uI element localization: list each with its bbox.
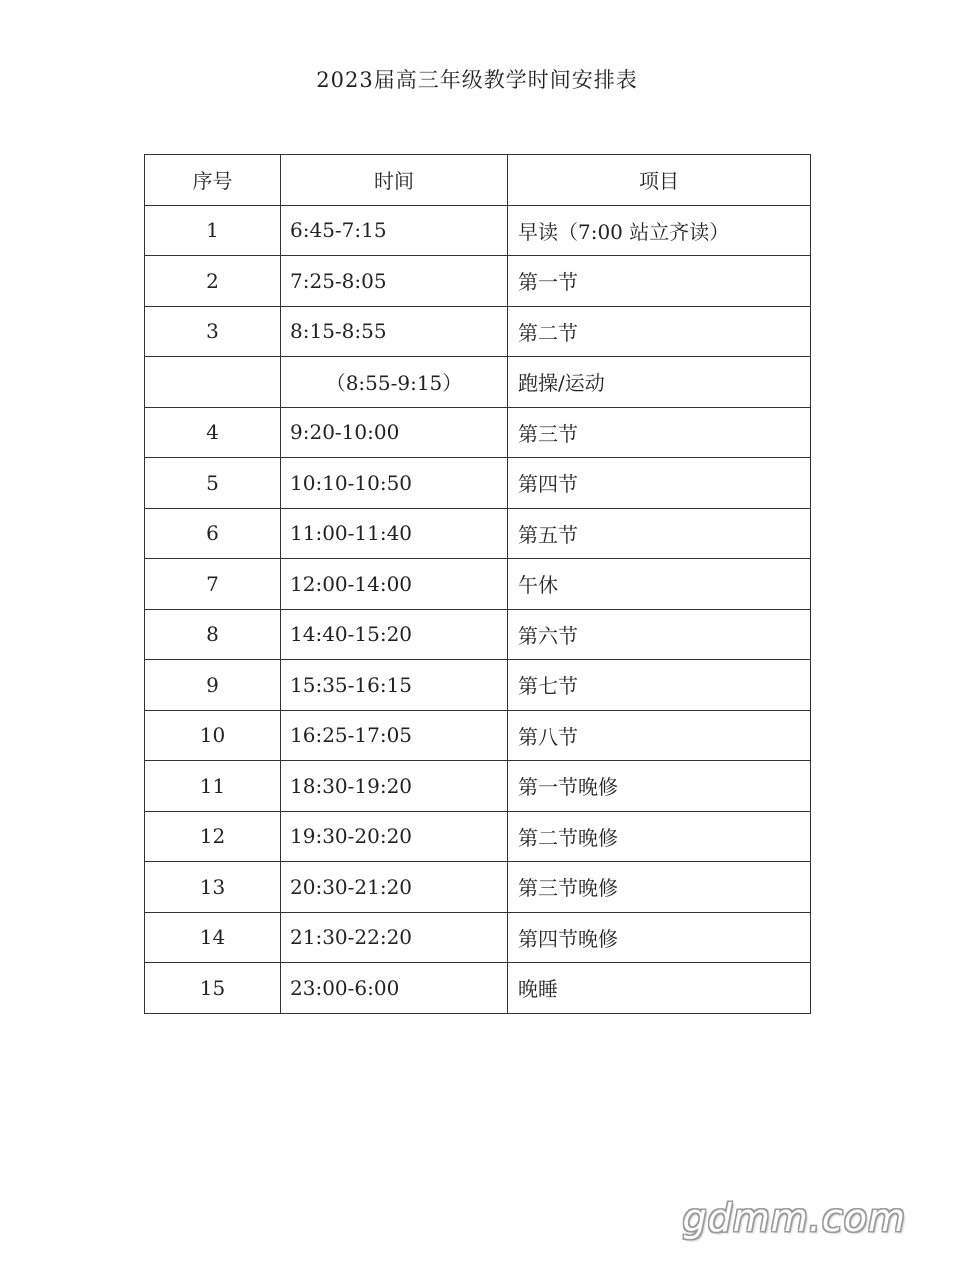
table-row	[145, 761, 811, 812]
row-item: 跑操/运动	[508, 357, 811, 408]
row-time: 16:25-17:05	[281, 710, 508, 761]
row-number	[145, 357, 281, 408]
row-item: 晚睡	[508, 963, 811, 1014]
row-number: 8	[145, 609, 281, 660]
row-time: 18:30-19:20	[281, 761, 508, 812]
table-row	[145, 811, 811, 862]
table-row	[145, 357, 811, 408]
row-time: 11:00-11:40	[281, 508, 508, 559]
table-row	[145, 660, 811, 711]
row-time: 7:25-8:05	[281, 256, 508, 307]
table-row	[145, 508, 811, 559]
row-time: 8:15-8:55	[281, 306, 508, 357]
table-row	[145, 862, 811, 913]
row-item: 第一节	[508, 256, 811, 307]
table-row	[145, 306, 811, 357]
table-row	[145, 458, 811, 509]
row-time: 6:45-7:15	[281, 205, 508, 256]
watermark-logo: gdmm.com	[682, 1196, 906, 1240]
row-item: 第五节	[508, 508, 811, 559]
row-item: 第六节	[508, 609, 811, 660]
row-number: 7	[145, 559, 281, 610]
table-row	[145, 407, 811, 458]
row-number: 15	[145, 963, 281, 1014]
row-time: 9:20-10:00	[281, 407, 508, 458]
row-number: 1	[145, 205, 281, 256]
table-row	[145, 710, 811, 761]
table-row	[145, 609, 811, 660]
row-number: 3	[145, 306, 281, 357]
row-time: 12:00-14:00	[281, 559, 508, 610]
table-row	[145, 912, 811, 963]
row-number: 5	[145, 458, 281, 509]
table-header-row	[145, 155, 811, 206]
row-number: 10	[145, 710, 281, 761]
row-time: 23:00-6:00	[281, 963, 508, 1014]
row-number: 9	[145, 660, 281, 711]
row-item: 午休	[508, 559, 811, 610]
row-number: 2	[145, 256, 281, 307]
table-row	[145, 963, 811, 1014]
row-item: 第一节晚修	[508, 761, 811, 812]
row-number: 4	[145, 407, 281, 458]
table-row	[145, 559, 811, 610]
row-number: 6	[145, 508, 281, 559]
row-item: 第三节	[508, 407, 811, 458]
header-time: 时间	[281, 155, 508, 206]
row-item: 第三节晚修	[508, 862, 811, 913]
row-time: 14:40-15:20	[281, 609, 508, 660]
row-number: 11	[145, 761, 281, 812]
row-time: 15:35-16:15	[281, 660, 508, 711]
row-time: 10:10-10:50	[281, 458, 508, 509]
header-number: 序号	[145, 155, 281, 206]
row-time: 21:30-22:20	[281, 912, 508, 963]
row-item: 第二节	[508, 306, 811, 357]
row-number: 13	[145, 862, 281, 913]
schedule-table	[144, 154, 811, 1014]
row-item: 第七节	[508, 660, 811, 711]
row-item: 早读（7:00 站立齐读）	[508, 205, 811, 256]
row-time: 20:30-21:20	[281, 862, 508, 913]
row-item: 第八节	[508, 710, 811, 761]
row-item: 第四节	[508, 458, 811, 509]
table-row	[145, 205, 811, 256]
row-item: 第二节晚修	[508, 811, 811, 862]
page-title: 2023届高三年级教学时间安排表	[316, 68, 638, 92]
row-number: 12	[145, 811, 281, 862]
header-item: 项目	[508, 155, 811, 206]
row-time: 19:30-20:20	[281, 811, 508, 862]
row-time: （8:55-9:15）	[281, 357, 508, 408]
row-item: 第四节晚修	[508, 912, 811, 963]
table-row	[145, 256, 811, 307]
row-number: 14	[145, 912, 281, 963]
